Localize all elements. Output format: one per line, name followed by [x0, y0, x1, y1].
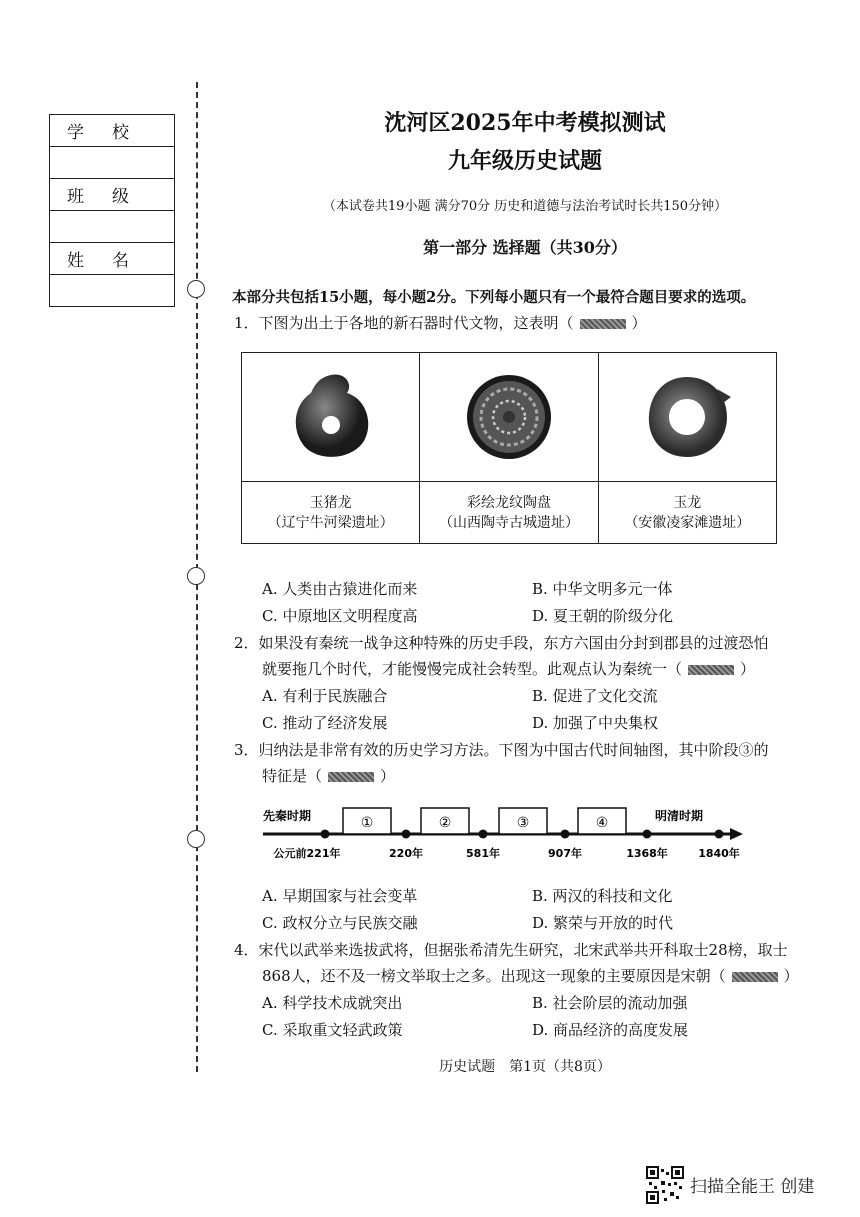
binding-hole — [187, 567, 205, 585]
q2-option-c[interactable]: C. 推动了经济发展 — [262, 714, 388, 732]
timeline-point — [479, 830, 488, 839]
timeline-date: 581年 — [466, 847, 500, 860]
name-field[interactable] — [50, 275, 175, 307]
answer-blank[interactable] — [732, 972, 778, 982]
timeline-diagram — [255, 800, 755, 866]
qr-code-icon — [646, 1166, 684, 1204]
artifact-caption: 彩绘龙纹陶盘 （山西陶寺古城遗址） — [420, 482, 598, 543]
artifact-caption: 玉猪龙 （辽宁牛河梁遗址） — [242, 482, 420, 543]
q4-option-d[interactable]: D. 商品经济的高度发展 — [532, 1021, 689, 1039]
school-label: 学校 — [50, 115, 175, 147]
q2-option-d[interactable]: D. 加强了中央集权 — [532, 714, 659, 732]
q3-option-d[interactable]: D. 繁荣与开放的时代 — [532, 914, 674, 932]
section-heading: 第一部分 选择题（共30分） — [423, 238, 627, 257]
question-3-line-2: 特征是（ ） — [262, 767, 396, 785]
timeline-stage-label: ④ — [595, 815, 609, 831]
answer-blank[interactable] — [580, 319, 626, 329]
timeline-point — [321, 830, 330, 839]
q4-option-a[interactable]: A. 科学技术成就突出 — [262, 994, 403, 1012]
scanner-watermark: 扫描全能王 创建 — [690, 1177, 815, 1197]
timeline-right-label: 明清时期 — [655, 809, 704, 823]
timeline-date: 1368年 — [626, 847, 668, 860]
artifact-image-jade-dragon — [599, 353, 776, 481]
name-label: 姓名 — [50, 243, 175, 275]
exam-subtitle: 九年级历史试题 — [447, 148, 602, 174]
question-4-line-1: 4．宋代以武举来选拔武将，但据张希清先生研究，北宋武举共开科取士28榜，取士 — [234, 941, 788, 959]
question-3-line-1: 3．归纳法是非常有效的历史学习方法。下图为中国古代时间轴图，其中阶段③的 — [234, 741, 769, 759]
q1-option-b[interactable]: B. 中华文明多元一体 — [532, 580, 673, 598]
timeline-left-label: 先秦时期 — [263, 809, 312, 823]
class-label: 班级 — [50, 179, 175, 211]
artifact-image-painted-dragon-plate — [420, 353, 598, 481]
section-instructions: 本部分共包括15小题，每小题2分。下列每小题只有一个最符合题目要求的选项。 — [232, 289, 756, 306]
exam-note: （本试卷共19小题 满分70分 历史和道德与法治考试时长共150分钟） — [322, 199, 728, 214]
timeline-stage-label: ③ — [516, 815, 530, 831]
artifact-table — [241, 352, 777, 544]
q1-option-c[interactable]: C. 中原地区文明程度高 — [262, 607, 418, 625]
timeline-point — [643, 830, 652, 839]
artifact-image-jade-pig-dragon — [242, 353, 420, 481]
timeline-stage-label: ① — [360, 815, 374, 831]
timeline-date: 907年 — [548, 847, 582, 860]
timeline-stage-label: ② — [438, 815, 452, 831]
q3-option-a[interactable]: A. 早期国家与社会变革 — [262, 887, 418, 905]
question-2-line-2: 就要拖几个时代，才能慢慢完成社会转型。此观点认为秦统一（ ） — [262, 660, 756, 678]
exam-title: 沈河区2025年中考模拟测试 — [384, 110, 666, 136]
timeline-date: 公元前221年 — [273, 847, 341, 860]
q3-option-b[interactable]: B. 两汉的科技和文化 — [532, 887, 673, 905]
answer-blank[interactable] — [328, 772, 374, 782]
q3-option-c[interactable]: C. 政权分立与民族交融 — [262, 914, 418, 932]
binding-hole — [187, 830, 205, 848]
binding-hole — [187, 280, 205, 298]
timeline-arrow — [730, 828, 743, 840]
student-info-table — [49, 114, 175, 307]
q1-option-a[interactable]: A. 人类由古猿进化而来 — [262, 580, 418, 598]
timeline-point — [561, 830, 570, 839]
q4-option-b[interactable]: B. 社会阶层的流动加强 — [532, 994, 688, 1012]
question-2-line-1: 2．如果没有秦统一战争这种特殊的历史手段，东方六国由分封到郡县的过渡恐怕 — [234, 634, 769, 652]
class-field[interactable] — [50, 211, 175, 243]
q2-option-a[interactable]: A. 有利于民族融合 — [262, 687, 388, 705]
school-field[interactable] — [50, 147, 175, 179]
answer-blank[interactable] — [688, 665, 734, 675]
q2-option-b[interactable]: B. 促进了文化交流 — [532, 687, 658, 705]
timeline-point — [402, 830, 411, 839]
timeline-point — [715, 830, 724, 839]
artifact-caption: 玉龙 （安徽凌家滩遗址） — [624, 494, 751, 531]
timeline-date: 1840年 — [698, 847, 740, 860]
q4-option-c[interactable]: C. 采取重文轻武政策 — [262, 1021, 403, 1039]
q1-option-d[interactable]: D. 夏王朝的阶级分化 — [532, 607, 674, 625]
page-footer: 历史试题 第1页（共8页） — [439, 1059, 611, 1075]
question-4-line-2: 868人，还不及一榜文举取士之多。出现这一现象的主要原因是宋朝（ ） — [262, 967, 799, 985]
timeline-date: 220年 — [389, 847, 423, 860]
question-1-stem: 1．下图为出土于各地的新石器时代文物，这表明（ ） — [234, 314, 647, 332]
